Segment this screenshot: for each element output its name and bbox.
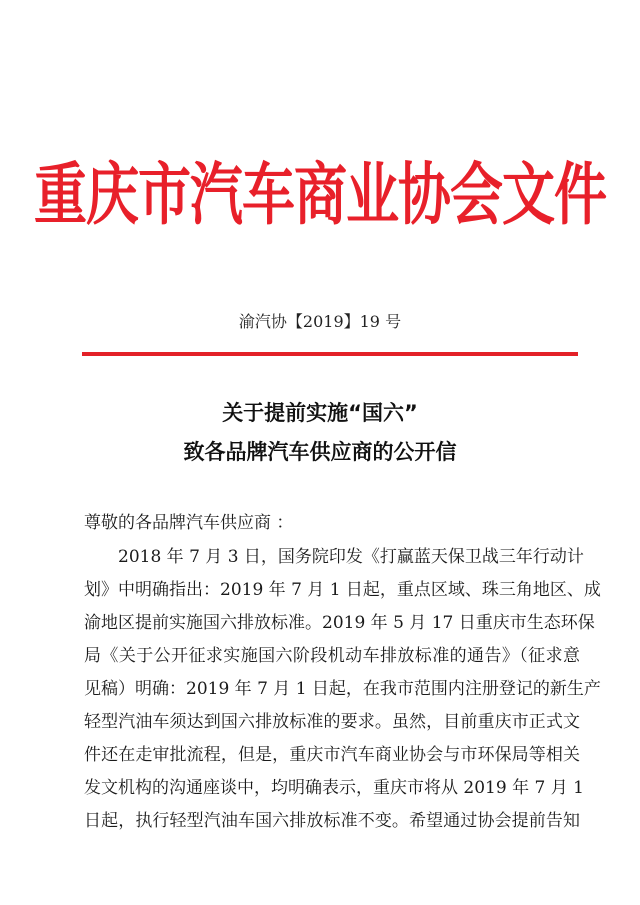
body-line: 件还在走审批流程，但是，重庆市汽车商业协会与市环保局等相关 (84, 745, 580, 765)
body-line: 发文机构的沟通座谈中，均明确表示，重庆市将从 2019 年 7 月 1 (84, 778, 584, 798)
salutation: 尊敬的各品牌汽车供应商 ： (84, 513, 294, 533)
body-line: 渝地区提前实施国六排放标准。2019 年 5 月 17 日重庆市生态环保 (84, 613, 595, 633)
body-line: 2018 年 7 月 3 日，国务院印发《打赢蓝天保卫战三年行动计 (118, 547, 584, 567)
body-line: 划》中明确指出：2019 年 7 月 1 日起，重点区域、珠三角地区、成 (84, 580, 601, 600)
body-line: 日起，执行轻型汽油车国六排放标准不变。希望通过协会提前告知 (84, 811, 580, 831)
masthead-title: 重庆市汽车商业协会文件 (34, 156, 606, 235)
body-line: 见稿）明确：2019 年 7 月 1 日起，在我市范围内注册登记的新生产 (84, 679, 601, 699)
document-number: 渝汽协【2019】19 号 (238, 312, 402, 331)
red-divider-rule (82, 352, 578, 356)
letter-title-line-1: 关于提前实施“国六” (222, 401, 418, 425)
body-line: 轻型汽油车须达到国六排放标准的要求。虽然，目前重庆市正式文 (84, 712, 580, 732)
letter-title-line-2: 致各品牌汽车供应商的公开信 (183, 440, 457, 464)
body-line: 局《关于公开征求实施国六阶段机动车排放标准的通告》（征求意 (84, 646, 580, 666)
